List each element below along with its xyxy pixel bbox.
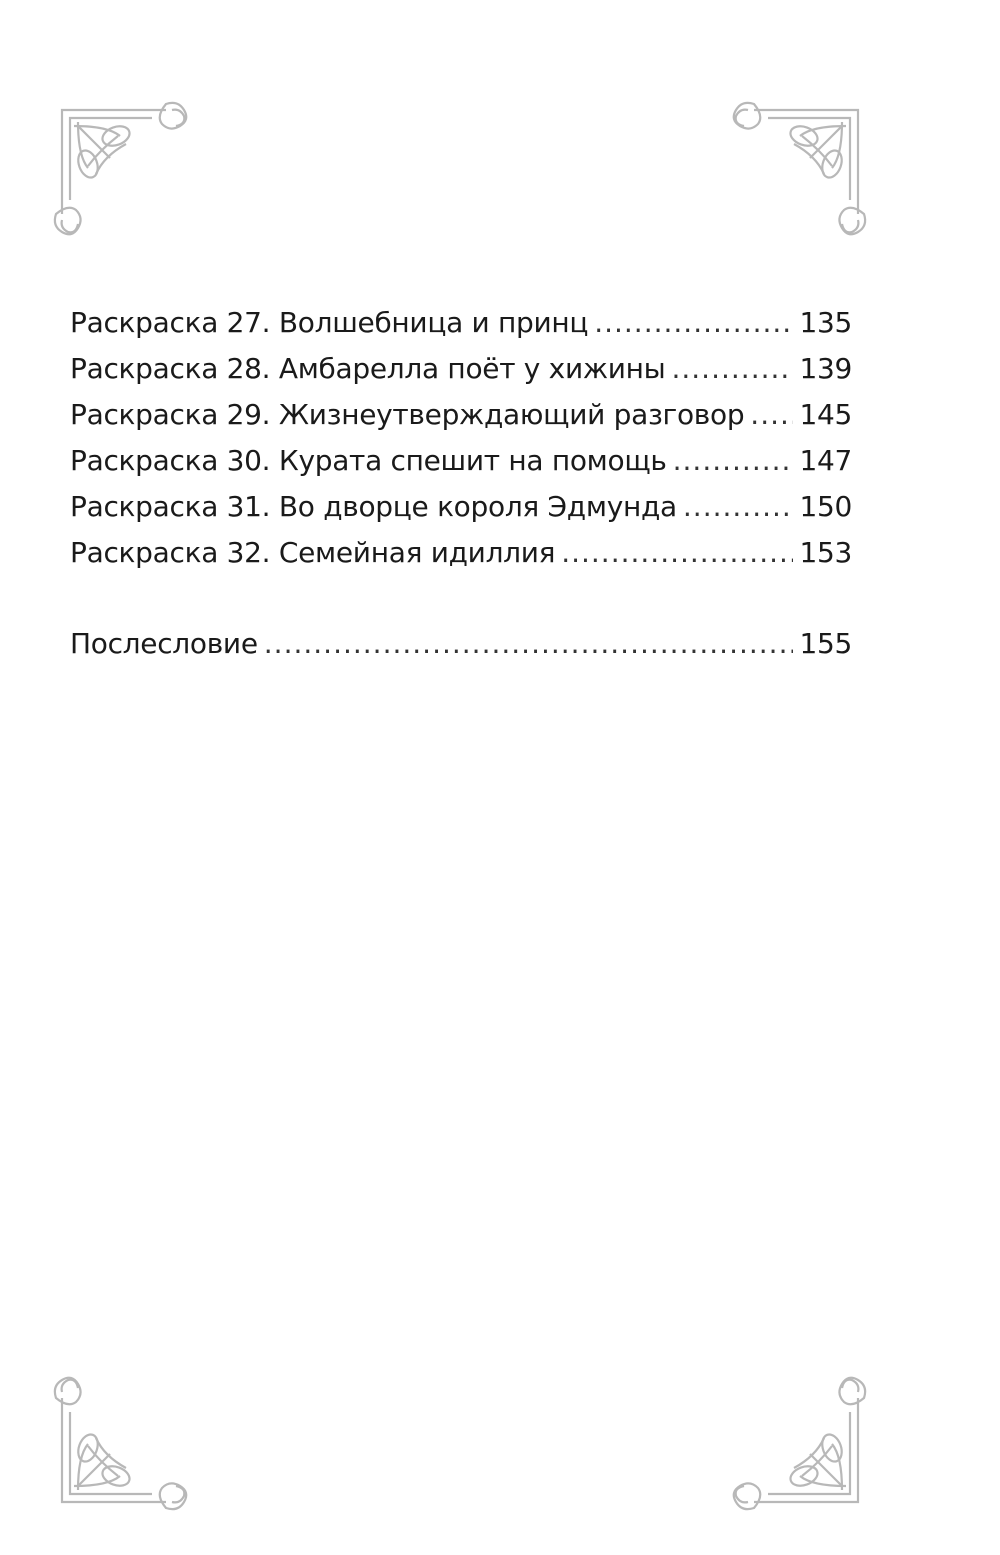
toc-leader-dots [594, 300, 793, 346]
toc-entry-page: 139 [799, 352, 852, 385]
toc-entry-page: 145 [799, 398, 852, 431]
toc-entry-title: Раскраска 27. Волшебница и принц [70, 306, 589, 339]
corner-ornament-bottom-right [712, 1356, 872, 1516]
toc-entry-page: 135 [799, 306, 852, 339]
toc-entry[interactable] [70, 484, 852, 530]
toc-entry-title: Раскраска 32. Семейная идиллия [70, 536, 556, 569]
toc-entry-title: Раскраска 29. Жизнеутверждающий разговор [70, 398, 745, 431]
celtic-knot-corner-icon [712, 96, 872, 256]
toc-leader-dots [561, 530, 793, 576]
toc-entry-afterword[interactable] [70, 621, 852, 667]
toc-entry-title: Раскраска 30. Курата спешит на помощь [70, 444, 667, 477]
celtic-knot-corner-icon [48, 1356, 208, 1516]
toc-entry[interactable] [70, 346, 852, 392]
toc-entry[interactable] [70, 300, 852, 346]
toc-entry[interactable] [70, 438, 852, 484]
corner-ornament-top-left [48, 96, 208, 256]
toc-leader-dots [671, 346, 793, 392]
toc-leader-dots [264, 621, 794, 667]
toc-entry-title: Раскраска 31. Во дворце короля Эдмунда [70, 490, 677, 523]
toc-entry-page: 150 [799, 490, 852, 523]
toc-entry-title: Послесловие [70, 627, 258, 660]
toc-entry-page: 153 [799, 536, 852, 569]
table-of-contents [70, 300, 852, 667]
toc-leader-dots [750, 392, 793, 438]
toc-entry[interactable] [70, 530, 852, 576]
corner-ornament-top-right [712, 96, 872, 256]
corner-ornament-bottom-left [48, 1356, 208, 1516]
toc-entry-title: Раскраска 28. Амбарелла поёт у хижины [70, 352, 666, 385]
toc-entry[interactable] [70, 392, 852, 438]
toc-leader-dots [683, 484, 794, 530]
celtic-knot-corner-icon [48, 96, 208, 256]
toc-entry-page: 155 [799, 627, 852, 660]
toc-leader-dots [673, 438, 794, 484]
toc-entry-page: 147 [799, 444, 852, 477]
celtic-knot-corner-icon [712, 1356, 872, 1516]
